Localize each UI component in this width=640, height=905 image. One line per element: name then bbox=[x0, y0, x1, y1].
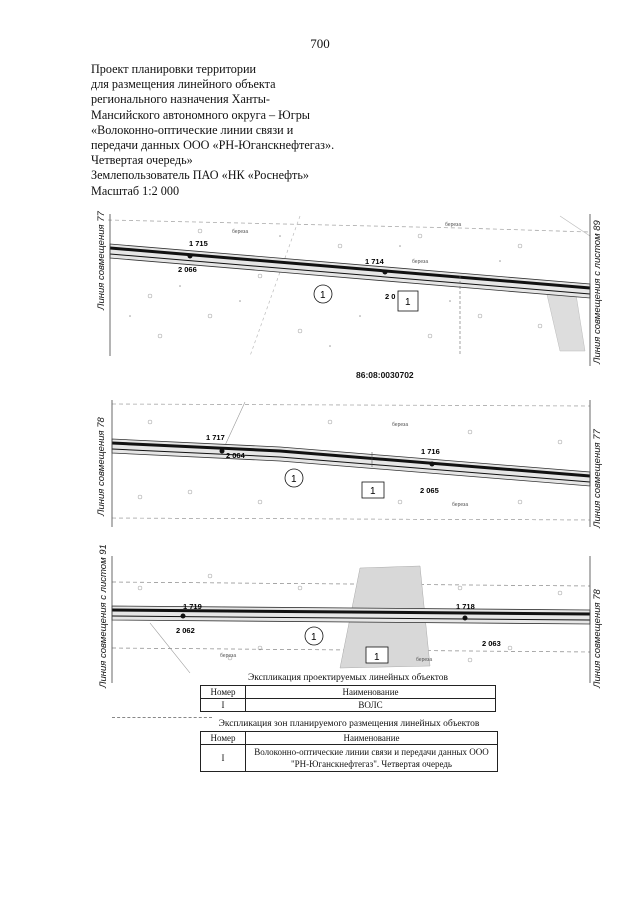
title-block bbox=[91, 62, 421, 199]
map-panel-1 bbox=[0, 206, 640, 366]
match-line-left-label: Линия совмещения с листом 91 bbox=[98, 544, 109, 688]
map-panel-2 bbox=[0, 392, 640, 532]
forest-label: береза bbox=[392, 422, 409, 428]
boundary-point bbox=[430, 462, 435, 467]
point-label: 2 065 bbox=[420, 486, 439, 495]
cadastral-number: 86:08:0030702 bbox=[356, 370, 414, 380]
point-label: 2 064 bbox=[226, 451, 245, 460]
zone-number: 1 bbox=[311, 632, 317, 643]
title-line: передачи данных ООО «РН-Юганскнефтегаз». bbox=[91, 138, 335, 153]
table2-cell-number: I bbox=[201, 745, 246, 772]
match-line-left-label: Линия совмещения 77 bbox=[96, 211, 107, 310]
table2 bbox=[200, 731, 498, 772]
point-label: 2 0 bbox=[385, 292, 396, 301]
title-line: Проект планировки территории bbox=[91, 62, 257, 76]
map-panel-3 bbox=[0, 544, 640, 690]
zone-number: 1 bbox=[320, 290, 326, 301]
point-label: 1 715 bbox=[189, 239, 208, 248]
forest-label: береза bbox=[220, 653, 237, 659]
table2-header-number: Номер bbox=[201, 732, 246, 745]
table1-cell-number: I bbox=[201, 699, 246, 712]
table1-caption: Экспликация проектируемых линейных объектов bbox=[247, 673, 449, 683]
map-panel-3-drawing bbox=[0, 548, 640, 690]
forest-label: береза bbox=[232, 229, 249, 235]
table2-header-name: Наименование bbox=[246, 732, 498, 745]
boundary-point bbox=[188, 254, 193, 259]
zone-number: 1 bbox=[374, 652, 380, 663]
forest-label: береза bbox=[452, 502, 469, 508]
match-line-right-label: Линия совмещения с листом 89 bbox=[592, 220, 603, 364]
forest-label: береза bbox=[412, 259, 429, 265]
boundary-point bbox=[463, 616, 468, 621]
scale-line: Масштаб 1:2 000 bbox=[91, 183, 180, 198]
point-label: 1 714 bbox=[365, 257, 384, 266]
table1-header-number: Номер bbox=[201, 686, 246, 699]
point-label: 2 066 bbox=[178, 265, 197, 274]
match-line-left-label: Линия совмещения 78 bbox=[96, 417, 107, 516]
boundary-point bbox=[220, 449, 225, 454]
match-line-right-label: Линия совмещения 77 bbox=[592, 429, 603, 528]
zone-number: 1 bbox=[370, 486, 376, 497]
page-number: 700 bbox=[310, 36, 330, 51]
separator-line bbox=[112, 717, 212, 718]
zone-number: 1 bbox=[291, 474, 297, 485]
land-user-line: Землепользователь ПАО «НК «Роснефть» bbox=[91, 168, 310, 183]
match-line-right-label: Линия совмещения 78 bbox=[592, 589, 603, 688]
title-line: регионального назначения Ханты- bbox=[91, 92, 270, 107]
table2-caption: Экспликация зон планируемого размещения линейных объектов bbox=[218, 719, 480, 729]
forest-label: береза bbox=[445, 222, 462, 228]
boundary-point bbox=[383, 270, 388, 275]
point-label: 2 063 bbox=[482, 639, 501, 648]
point-label: 2 062 bbox=[176, 626, 195, 635]
title-line: Четвертая очередь» bbox=[91, 153, 193, 168]
table1-cell-name: ВОЛС bbox=[246, 699, 496, 712]
zone-number: 1 bbox=[405, 297, 411, 308]
title-line: для размещения линейного объекта bbox=[91, 77, 276, 92]
table2-cell-name: Волоконно-оптические линии связи и передачи данных ООО "РН-Юганскнефтегаз". Четвертая очередь bbox=[246, 745, 498, 772]
title-line: Мансийского автономного округа – Югры bbox=[91, 107, 310, 122]
boundary-point bbox=[181, 614, 186, 619]
point-label: 1 719 bbox=[183, 602, 202, 611]
point-label: 1 717 bbox=[206, 433, 225, 442]
table1 bbox=[200, 685, 496, 712]
point-label: 1 716 bbox=[421, 447, 440, 456]
title-line: «Волоконно-оптические линии связи и bbox=[91, 122, 294, 137]
point-label: 1 718 bbox=[456, 602, 475, 611]
table1-header-name: Наименование bbox=[246, 686, 496, 699]
forest-label: береза bbox=[416, 657, 433, 663]
